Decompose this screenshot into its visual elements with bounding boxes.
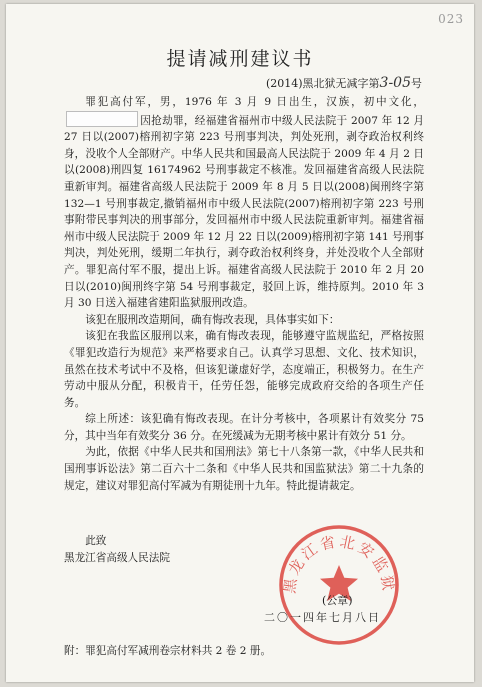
document-body	[64, 94, 424, 494]
paragraph-conduct: 该犯在我监区服刑以来，确有悔改表现，能够遵守监规监纪，严格按照《罪犯改造行为规范》来严格要求自己。认真学习思想、文化、技术知识，虽然在技术考试中不及格，但该犯谦虚好学，态度端正，积极努力。在生产劳动中服从分配，积极肯干，任劳任怨，能够完成政府交给的各项生产任务。	[64, 330, 424, 409]
paragraph-recommendation: 为此，依据《中华人民共和国刑法》第七十八条第一款，《中华人民共和国刑事诉讼法》第二百六十二条和《中华人民共和国监狱法》第二十九条的规定，建议对罪犯高付军减为有期徒刑十九年。特此提请裁定。	[64, 446, 424, 492]
document-title: 提请减刑建议书	[166, 48, 314, 70]
signature-block	[64, 533, 170, 566]
seal-label: (公章)	[322, 594, 353, 607]
redaction-box	[66, 111, 138, 127]
attachment-note: 附：罪犯高付军减刑卷宗材料共 2 卷 2 册。	[64, 645, 272, 657]
closing-salutation: 此致	[85, 535, 107, 547]
document-page	[6, 4, 474, 682]
page-number: 023	[438, 12, 464, 26]
document-number-suffix: 号	[411, 77, 422, 90]
seal-text: 黑龙江省北安监狱	[280, 532, 398, 595]
paragraph-criminal-record-start: 罪犯高付军，男，1976 年 3 月 9 日出生，汉族，初中文化，	[85, 96, 424, 108]
official-seal	[273, 519, 405, 651]
document-date: 二〇一四年七月八日	[264, 611, 381, 624]
document-number	[266, 75, 422, 91]
paragraph-criminal-record-rest: 因抢劫罪，经福建省福州市中级人民法院于 2007 年 12 月 27 日以(2007)榕刑初字第 223 号刑事判决，判处死刑，剥夺政治权利终身，没收个人全部财产。中华人民共和国最高人民法院于 2009 年 4 月 2 日以(2008)刑四复 16174962 号刑事裁定不核准。发回福建省高级人民法院重新审判。福建省高级人民法院于 2009 年 8 月 5 日以(2008)闽刑终字第 132—1 号刑事裁定,撤销福州市中级人民法院(2007)榕刑初字第 223 号刑事附带民事判决的刑事部分，发回福州市中级人民法院重新审判。福建省福州市中级人民法院于 2009 年 12 月 22 日以(2009)榕刑初字第 141 号刑事判决，判处死刑，缓期二年执行，剥夺政治权利终身，并处没收个人全部财产。罪犯高付军不服，提出上诉。福建省高级人民法院于 2010 年 2 月 20 日以(2010)闽刑终字第 54 号刑事裁定，驳回上诉，维持原判。2010 年 3 月 30 日送入福建省建阳监狱服刑改造。	[64, 114, 424, 310]
paragraph-intro: 该犯在服刑改造期间，确有悔改表现，具体事实如下：	[85, 313, 340, 326]
paragraph-summary: 综上所述：该犯确有悔改表现。在计分考核中，各项累计有效奖分 75 分，其中当年有效奖分 36 分。在死缓减为无期考核中累计有效分 51 分。	[64, 413, 424, 442]
document-number-prefix: (2014)黑北狱无减字第	[265, 77, 380, 90]
paragraph-criminal-record	[64, 94, 424, 312]
recipient-court: 黑龙江省高级人民法院	[64, 551, 170, 564]
document-number-handwritten: 3-05	[379, 75, 411, 91]
